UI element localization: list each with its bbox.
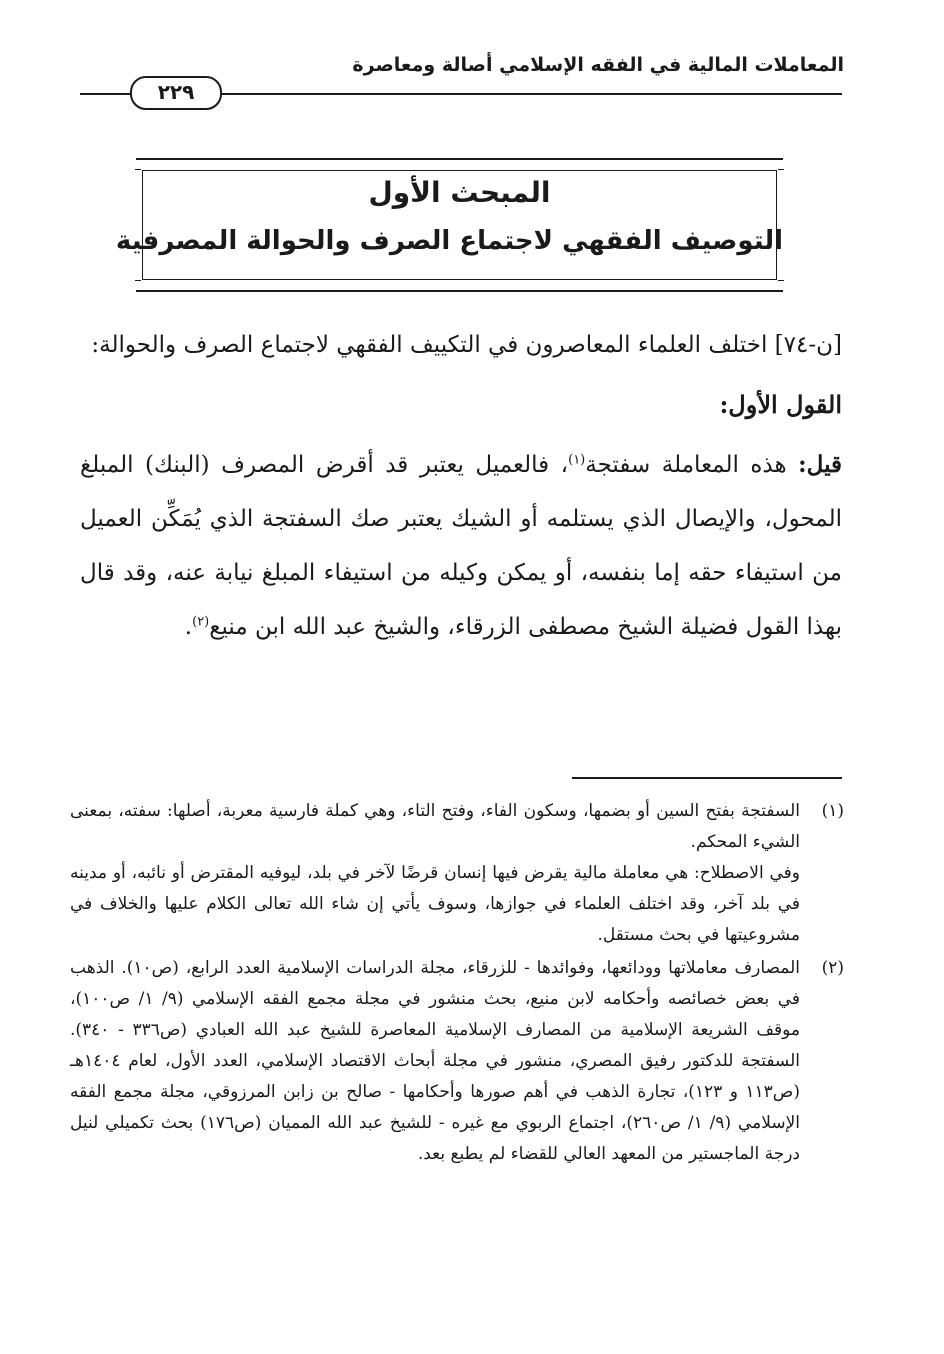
main-text <box>80 318 842 654</box>
first-opinion-paragraph <box>80 438 842 654</box>
footnote-ref-1[interactable]: (١) <box>568 452 586 468</box>
intro-paragraph: [ن-٧٤] اختلف العلماء المعاصرون في التكييف الفقهي لاجتماع الصرف والحوالة: <box>91 332 842 358</box>
page-number: ٢٢٩ <box>130 76 222 110</box>
section-subtitle: التوصيف الفقهي لاجتماع الصرف والحوالة المصرفية <box>115 226 783 256</box>
running-header-title: المعاملات المالية في الفقه الإسلامي أصالة ومعاصرة <box>352 54 844 76</box>
footnotes <box>70 796 844 1172</box>
footnote-ref-2[interactable]: (٢) <box>192 614 210 630</box>
first-opinion-heading: القول الأول: <box>719 390 842 419</box>
footnote-paragraph: السفتجة بفتح السين أو بضمها، وسكون الفاء، وفتح التاء، وهي كملة فارسية معربة، أصلها: سفته، بمعنى الشيء المحكم. <box>70 801 800 852</box>
paragraph-lead: قيل: <box>798 451 843 478</box>
section-title: المبحث الأول <box>368 176 551 209</box>
footnote-paragraph: وفي الاصطلاح: هي معاملة مالية يقرض فيها إنسان قرضًا لآخر في بلد، ليوفيه المقترض أو نائبه، أو مدينه في بلد آخر، وقد اختلف العلماء في جوازها، وسوف يأتي إن شاء الله تعالى الكلام عليها والخلاف في مشروعيتها في بحث مستقل. <box>70 863 800 945</box>
paragraph-text-part-1: هذه المعاملة سفتجة <box>585 452 787 478</box>
footnote-1 <box>70 796 844 951</box>
footnote-separator <box>572 777 842 779</box>
paragraph-end: . <box>184 614 193 640</box>
footnote-number: (٢) <box>821 958 844 978</box>
paragraph-text-part-2: ، فالعميل يعتبر قد أقرض المصرف (البنك) المبلغ المحول، والإيصال الذي يستلمه أو الشيك يعتبر صك السفتجة الذي يُمَكِّن العميل من استيفاء حقه إما بنفسه، أو يمكن وكيله من استيفاء المبلغ نيابة عنه، وقد قال بهذا القول فضيلة الشيخ مصطفى الزرقاء، والشيخ عبد الله ابن منيع <box>80 452 842 640</box>
footnote-number: (١) <box>821 801 844 821</box>
footnote-2 <box>70 953 844 1170</box>
section-title-frame <box>115 158 783 292</box>
footnote-paragraph: المصارف معاملاتها وودائعها، وفوائدها - للزرقاء، مجلة الدراسات الإسلامية العدد الرابع، (ص١٠). الذهب في بعض خصائصه وأحكامه لابن منيع، بحث منشور في مجلة مجمع الفقه الإسلامي (٩/ ١/ ص١٠٠)، موقف الشريعة الإسلامية من المصارف الإسلامية المعاصرة للشيخ عبد الله العبادي (ص٣٣٦ - ٣٤٠). السفتجة للدكتور رفيق المصري، منشور في مجلة أبحاث الاقتصاد الإسلامي، العدد الأول، لعام ١٤٠٤هـ (ص١١٣ و ١٢٣)، تجارة الذهب في أهم صورها وأحكامها - صالح بن زابن المرزوقي، مجلة مجمع الفقه الإسلامي (٩/ ١/ ص٢٦٠)، اجتماع الربوي مع غيره - للشيخ عبد الله المميان (ص١٧٦) بحث تكميلي لنيل درجة الماجستير من المعهد العالي للقضاء لم يطبع بعد. <box>70 958 800 1164</box>
